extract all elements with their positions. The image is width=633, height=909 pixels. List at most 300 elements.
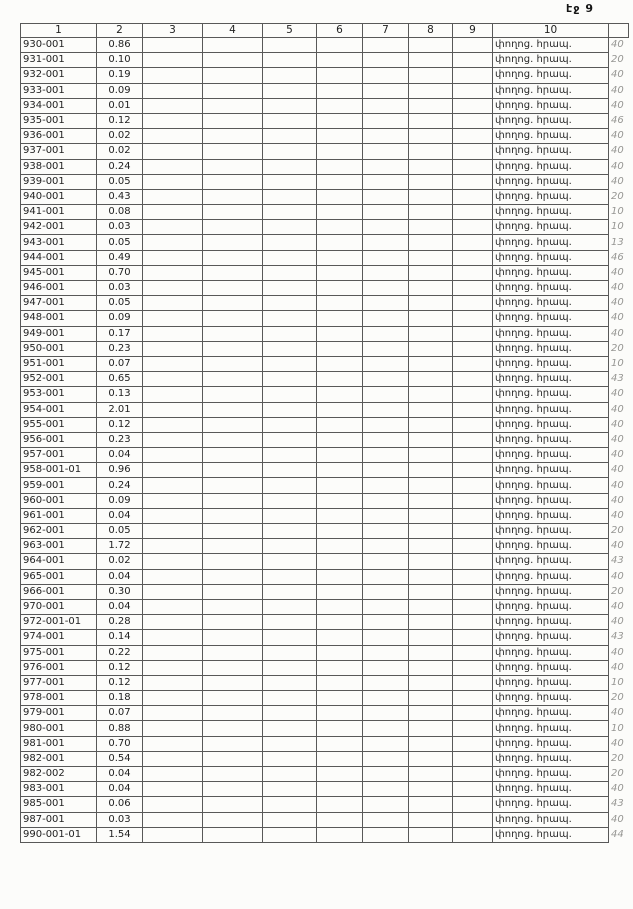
empty-cell [317,584,363,599]
area-value-cell: 0.23 [97,432,143,447]
empty-cell [363,53,409,68]
area-value-cell: 0.03 [97,812,143,827]
empty-cell [143,265,203,280]
empty-cell [317,83,363,98]
empty-cell [363,38,409,53]
margin-mark: 40 [611,69,624,81]
table-row [21,311,629,326]
table-row [21,812,629,827]
empty-cell [363,463,409,478]
empty-cell [409,767,453,782]
empty-cell [363,159,409,174]
margin-mark: 40 [611,540,624,552]
margin-mark: 40 [611,737,624,749]
column-header: 4 [203,24,263,38]
description-cell: փողոց. հրապ. [493,250,609,265]
parcel-id-cell: 934-001 [21,98,97,113]
empty-cell [317,493,363,508]
empty-cell [143,68,203,83]
description-cell: փողոց. հրապ. [493,265,609,280]
table-row [21,341,629,356]
area-value-cell: 0.49 [97,250,143,265]
empty-cell [263,402,317,417]
area-value-cell: 1.54 [97,827,143,842]
area-value-cell: 0.24 [97,159,143,174]
empty-cell [203,372,263,387]
column-header: 9 [453,24,493,38]
empty-cell [203,53,263,68]
margin-mark: 20 [611,190,624,202]
empty-cell [203,554,263,569]
empty-cell [143,706,203,721]
empty-cell [453,281,493,296]
parcel-id-cell: 947-001 [21,296,97,311]
margin-mark: 20 [611,54,624,66]
margin-mark: 40 [611,175,624,187]
area-value-cell: 0.09 [97,493,143,508]
empty-cell [203,387,263,402]
margin-mark: 10 [611,358,624,370]
empty-cell [203,478,263,493]
empty-cell [453,189,493,204]
empty-cell [203,660,263,675]
empty-cell [203,432,263,447]
description-cell: փողոց. հրապ. [493,235,609,250]
area-value-cell: 0.04 [97,599,143,614]
empty-cell [143,250,203,265]
parcel-id-cell: 936-001 [21,129,97,144]
empty-cell [363,691,409,706]
description-cell: փողոց. հրապ. [493,113,609,128]
description-cell: փողոց. հրապ. [493,493,609,508]
margin-mark: 40 [611,418,624,430]
empty-cell [203,706,263,721]
description-cell: փողոց. հրապ. [493,751,609,766]
area-value-cell: 0.86 [97,38,143,53]
table-row [21,83,629,98]
area-value-cell: 0.02 [97,129,143,144]
area-value-cell: 0.04 [97,448,143,463]
empty-cell [143,630,203,645]
empty-cell [143,356,203,371]
table-row [21,159,629,174]
area-value-cell: 0.05 [97,296,143,311]
empty-cell [263,220,317,235]
margin-mark: 40 [611,297,624,309]
margin-mark: 40 [611,813,624,825]
description-cell: փողոց. հրապ. [493,599,609,614]
empty-cell [263,782,317,797]
empty-cell [263,478,317,493]
margin-mark: 40 [611,160,624,172]
empty-cell [263,129,317,144]
empty-cell [363,113,409,128]
area-value-cell: 2.01 [97,402,143,417]
parcel-id-cell: 961-001 [21,508,97,523]
empty-cell [317,554,363,569]
empty-cell [263,630,317,645]
parcel-id-cell: 958-001-01 [21,463,97,478]
parcel-id-cell: 957-001 [21,448,97,463]
empty-cell [203,645,263,660]
empty-cell [363,265,409,280]
area-value-cell: 0.65 [97,372,143,387]
area-value-cell: 0.12 [97,113,143,128]
area-value-cell: 0.07 [97,356,143,371]
area-value-cell: 0.06 [97,797,143,812]
parcel-id-cell: 960-001 [21,493,97,508]
margin-mark: 40 [611,433,624,445]
empty-cell [453,98,493,113]
empty-cell [143,660,203,675]
empty-cell [453,220,493,235]
empty-cell [363,478,409,493]
table-row [21,539,629,554]
empty-cell [263,296,317,311]
area-value-cell: 0.09 [97,83,143,98]
empty-cell [409,417,453,432]
margin-mark: 20 [611,342,624,354]
margin-mark: 40 [611,646,624,658]
empty-cell [453,159,493,174]
parcel-id-cell: 937-001 [21,144,97,159]
area-value-cell: 0.96 [97,463,143,478]
table-row [21,645,629,660]
description-cell: փողոց. հրապ. [493,615,609,630]
margin-mark: 40 [611,403,624,415]
empty-cell [263,113,317,128]
margin-mark: 10 [611,206,624,218]
margin-mark: 40 [611,449,624,461]
empty-cell [317,812,363,827]
table-row [21,554,629,569]
empty-cell [409,83,453,98]
description-cell: փողոց. հրապ. [493,569,609,584]
description-cell: փողոց. հրապ. [493,584,609,599]
table-row [21,98,629,113]
area-value-cell: 0.01 [97,98,143,113]
margin-mark: 40 [611,327,624,339]
empty-cell [363,296,409,311]
description-cell: փողոց. հրապ. [493,387,609,402]
empty-cell [143,372,203,387]
empty-cell [263,38,317,53]
table-row [21,53,629,68]
parcel-id-cell: 950-001 [21,341,97,356]
empty-cell [453,706,493,721]
empty-cell [143,569,203,584]
table-row [21,493,629,508]
description-cell: փողոց. հրապ. [493,341,609,356]
description-cell: փողոց. հրապ. [493,53,609,68]
empty-cell [317,387,363,402]
empty-cell [317,736,363,751]
table-row [21,189,629,204]
empty-cell [203,797,263,812]
empty-cell [409,220,453,235]
margin-mark: 10 [611,676,624,688]
parcel-id-cell: 962-001 [21,524,97,539]
parcel-id-cell: 939-001 [21,174,97,189]
table-row [21,721,629,736]
empty-cell [453,539,493,554]
empty-cell [263,675,317,690]
empty-cell [409,159,453,174]
description-cell: փողոց. հրապ. [493,675,609,690]
column-header: 6 [317,24,363,38]
empty-cell [363,387,409,402]
parcel-id-cell: 942-001 [21,220,97,235]
parcel-id-cell: 981-001 [21,736,97,751]
column-header: 8 [409,24,453,38]
empty-cell [203,281,263,296]
table-row [21,736,629,751]
margin-mark: 10 [611,221,624,233]
empty-cell [409,569,453,584]
empty-cell [143,751,203,766]
empty-cell [143,83,203,98]
empty-cell [317,478,363,493]
empty-cell [263,508,317,523]
empty-cell [317,630,363,645]
table-row [21,660,629,675]
empty-cell [453,675,493,690]
empty-cell [409,281,453,296]
parcel-id-cell: 932-001 [21,68,97,83]
empty-cell [453,174,493,189]
empty-cell [453,827,493,842]
margin-mark: 43 [611,798,624,810]
empty-cell [143,599,203,614]
empty-cell [203,767,263,782]
table-row [21,250,629,265]
area-value-cell: 0.23 [97,341,143,356]
empty-cell [263,554,317,569]
description-cell: փողոց. հրապ. [493,38,609,53]
table-row [21,144,629,159]
margin-header-spacer [609,24,629,38]
margin-mark: 20 [611,692,624,704]
empty-cell [143,159,203,174]
parcel-id-cell: 935-001 [21,113,97,128]
description-cell: փողոց. հրապ. [493,508,609,523]
empty-cell [453,326,493,341]
description-cell: փողոց. հրապ. [493,372,609,387]
area-value-cell: 0.22 [97,645,143,660]
empty-cell [203,827,263,842]
empty-cell [363,615,409,630]
empty-cell [203,584,263,599]
empty-cell [317,113,363,128]
empty-cell [143,691,203,706]
empty-cell [317,311,363,326]
table-row [21,113,629,128]
description-cell: փողոց. հրապ. [493,189,609,204]
description-cell: փողոց. հրապ. [493,736,609,751]
empty-cell [453,83,493,98]
empty-cell [363,736,409,751]
empty-cell [317,827,363,842]
empty-cell [263,265,317,280]
description-cell: փողոց. հրապ. [493,554,609,569]
empty-cell [143,448,203,463]
column-header: 2 [97,24,143,38]
description-cell: փողոց. հրապ. [493,463,609,478]
empty-cell [409,174,453,189]
empty-cell [263,797,317,812]
table-row [21,751,629,766]
parcel-id-cell: 948-001 [21,311,97,326]
empty-cell [453,205,493,220]
empty-cell [453,721,493,736]
empty-cell [363,326,409,341]
table-row [21,326,629,341]
area-value-cell: 0.12 [97,417,143,432]
empty-cell [409,372,453,387]
empty-cell [363,235,409,250]
empty-cell [203,493,263,508]
empty-cell [363,554,409,569]
empty-cell [317,417,363,432]
area-value-cell: 0.43 [97,189,143,204]
empty-cell [453,432,493,447]
margin-mark: 13 [611,236,624,248]
empty-cell [409,356,453,371]
empty-cell [363,129,409,144]
empty-cell [363,174,409,189]
parcel-id-cell: 946-001 [21,281,97,296]
margin-mark: 40 [611,39,624,51]
margin-mark: 40 [611,616,624,628]
empty-cell [363,448,409,463]
empty-cell [143,782,203,797]
margin-mark: 43 [611,631,624,643]
empty-cell [263,432,317,447]
area-value-cell: 0.05 [97,174,143,189]
empty-cell [453,356,493,371]
empty-cell [263,584,317,599]
table-row [21,265,629,280]
empty-cell [317,539,363,554]
area-value-cell: 0.05 [97,524,143,539]
empty-cell [317,220,363,235]
parcel-id-cell: 976-001 [21,660,97,675]
empty-cell [263,326,317,341]
empty-cell [263,205,317,220]
column-header: 7 [363,24,409,38]
empty-cell [363,98,409,113]
parcel-id-cell: 974-001 [21,630,97,645]
column-header: 5 [263,24,317,38]
empty-cell [143,220,203,235]
margin-mark: 40 [611,661,624,673]
parcel-id-cell: 985-001 [21,797,97,812]
empty-cell [409,599,453,614]
page-number: էջ 9 [566,2,594,15]
description-cell: փողոց. հրապ. [493,524,609,539]
description-cell: փողոց. հրապ. [493,721,609,736]
empty-cell [203,524,263,539]
table-row [21,205,629,220]
margin-mark: 40 [611,783,624,795]
parcel-id-cell: 949-001 [21,326,97,341]
parcel-id-cell: 965-001 [21,569,97,584]
table-row [21,675,629,690]
empty-cell [409,235,453,250]
empty-cell [143,721,203,736]
parcel-id-cell: 941-001 [21,205,97,220]
empty-cell [317,159,363,174]
empty-cell [453,387,493,402]
empty-cell [143,113,203,128]
empty-cell [203,98,263,113]
empty-cell [363,751,409,766]
parcel-id-cell: 952-001 [21,372,97,387]
description-cell: փողոց. հրապ. [493,782,609,797]
empty-cell [263,417,317,432]
area-value-cell: 0.88 [97,721,143,736]
empty-cell [317,645,363,660]
empty-cell [409,660,453,675]
empty-cell [203,599,263,614]
table-row [21,767,629,782]
empty-cell [203,356,263,371]
empty-cell [263,569,317,584]
description-cell: փողոց. հրապ. [493,174,609,189]
empty-cell [317,463,363,478]
table-row [21,387,629,402]
empty-cell [363,372,409,387]
empty-cell [317,341,363,356]
area-value-cell: 0.02 [97,554,143,569]
empty-cell [263,706,317,721]
empty-cell [363,493,409,508]
margin-mark: 20 [611,525,624,537]
empty-cell [363,220,409,235]
margin-mark: 40 [611,479,624,491]
margin-mark: 40 [611,282,624,294]
empty-cell [453,660,493,675]
margin-mark: 43 [611,373,624,385]
empty-cell [453,265,493,280]
empty-cell [453,113,493,128]
empty-cell [409,189,453,204]
empty-cell [453,736,493,751]
empty-cell [409,751,453,766]
empty-cell [317,782,363,797]
empty-cell [317,265,363,280]
empty-cell [453,554,493,569]
table-row [21,402,629,417]
empty-cell [453,235,493,250]
empty-cell [143,645,203,660]
parcel-id-cell: 945-001 [21,265,97,280]
margin-mark: 10 [611,722,624,734]
column-header: 1 [21,24,97,38]
description-cell: փողոց. հրապ. [493,630,609,645]
area-value-cell: 0.28 [97,615,143,630]
table-row [21,68,629,83]
empty-cell [453,584,493,599]
empty-cell [143,508,203,523]
empty-cell [203,68,263,83]
data-table [20,23,629,843]
empty-cell [317,189,363,204]
column-header: 3 [143,24,203,38]
empty-cell [409,38,453,53]
empty-cell [363,812,409,827]
parcel-id-cell: 980-001 [21,721,97,736]
